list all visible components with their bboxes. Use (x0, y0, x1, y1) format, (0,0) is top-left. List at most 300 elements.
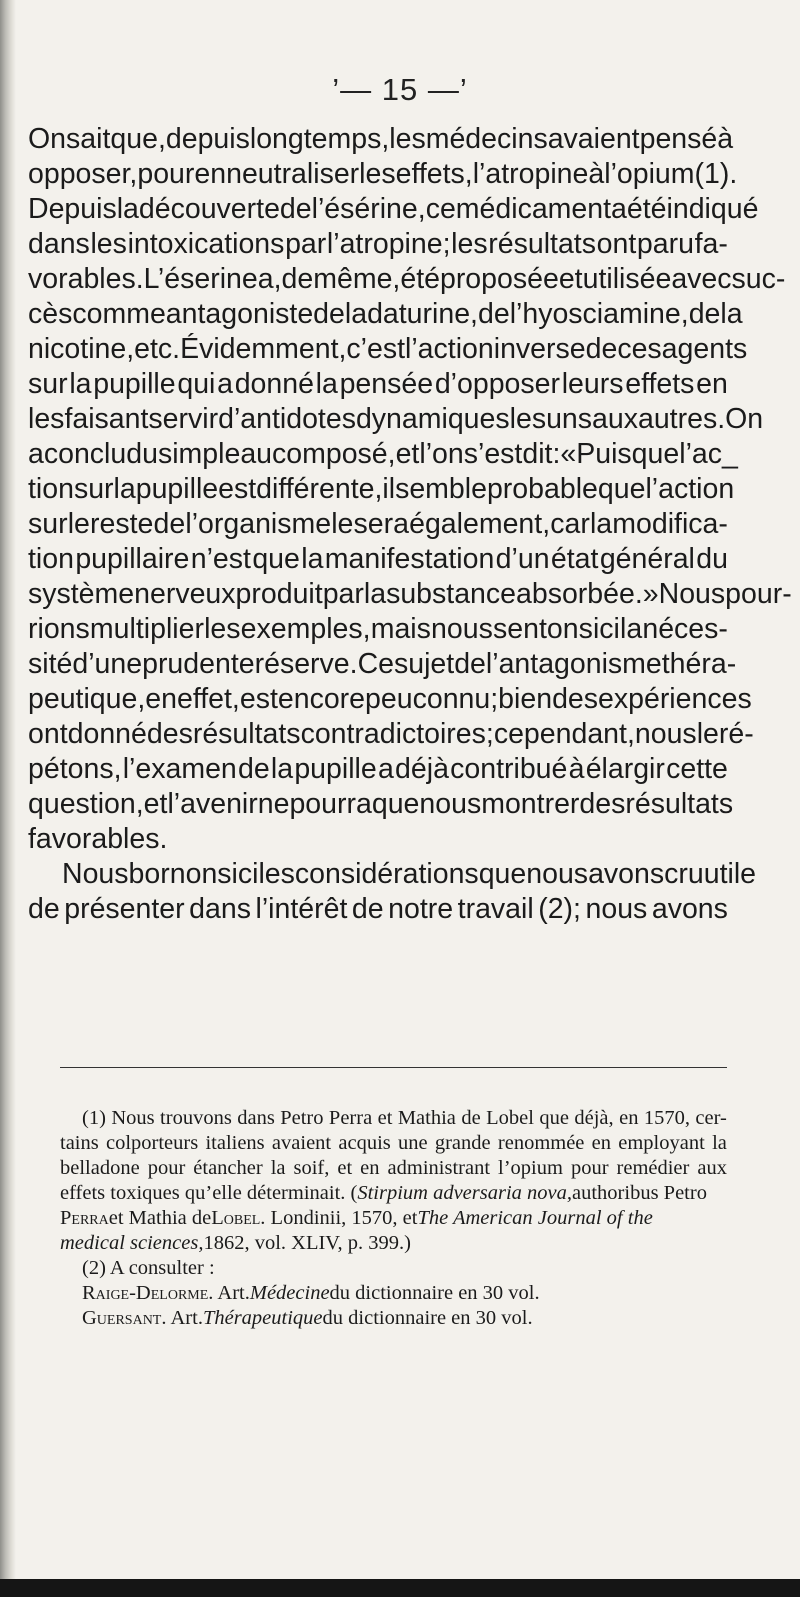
word: montrer (481, 788, 580, 820)
footnote-line (60, 1281, 727, 1306)
word: notre (388, 893, 454, 925)
word: cer- (695, 1107, 727, 1129)
word: contradictoires; (300, 718, 494, 750)
word: et (143, 788, 168, 820)
word: bien (498, 683, 553, 715)
word: des (552, 683, 599, 715)
word: effets, (395, 158, 473, 190)
word: autres. (637, 403, 726, 435)
word: aux (697, 1157, 727, 1179)
footnote-title: The American Journal of the (417, 1207, 653, 1229)
word: uns (546, 403, 593, 435)
word: mais (370, 613, 431, 645)
word: nous (526, 858, 589, 890)
word: « (560, 438, 577, 470)
text-line (28, 402, 764, 437)
word: réserve. (254, 648, 358, 680)
word: prudente (142, 648, 255, 680)
word: été (626, 193, 667, 225)
word: Nous (111, 1107, 155, 1129)
word: l’antagonisme (485, 648, 662, 680)
word: ne (257, 788, 290, 820)
word: la (69, 368, 92, 400)
word: nous (634, 718, 697, 750)
word: Puisque (576, 438, 680, 470)
word: donné (67, 718, 147, 750)
word: médicament (455, 193, 612, 225)
word: paru (636, 228, 694, 260)
footnote-line (60, 1231, 727, 1256)
word: les (258, 858, 295, 890)
word: médecins (425, 123, 548, 155)
word: agents (661, 333, 748, 365)
word: il (382, 473, 396, 505)
word: et (377, 1107, 393, 1129)
word: ré- (718, 718, 754, 750)
word: suc- (731, 263, 786, 295)
word: comme (72, 298, 166, 330)
word: tains (60, 1132, 99, 1154)
word: l’organisme (185, 508, 332, 540)
word: les (90, 228, 127, 260)
word: état (550, 543, 599, 575)
word: la (270, 1157, 286, 1179)
text-line (28, 437, 738, 472)
word: qui (177, 368, 216, 400)
text-line (28, 822, 728, 857)
word: Depuis (28, 193, 117, 225)
word: étancher (193, 1157, 263, 1179)
word: déjà, (574, 1107, 614, 1129)
word: une (398, 1132, 428, 1154)
text-line (28, 122, 734, 157)
word: remédier (616, 1157, 690, 1179)
word: peu (365, 683, 413, 715)
word: travail (457, 893, 534, 925)
word: ont (596, 228, 637, 260)
word: dynamiques (355, 403, 510, 435)
footnotes (60, 1106, 727, 1331)
word: la (344, 298, 368, 330)
word: pensé (639, 123, 718, 155)
word: théra- (661, 648, 737, 680)
word: pupille (93, 368, 176, 400)
word: de (279, 193, 312, 225)
word: à (717, 123, 734, 155)
word: par (322, 578, 364, 610)
word: ont (28, 718, 68, 750)
text-line (28, 262, 786, 297)
word: la (301, 543, 324, 575)
word: encore (277, 683, 366, 715)
word: d’opposer (434, 368, 560, 400)
footnote-line (60, 1306, 727, 1331)
word: utilisée (582, 263, 672, 295)
word: pour- (725, 578, 792, 610)
footnote-title: Stirpium adversaria nova, (357, 1182, 573, 1204)
word: l’atropine; (326, 228, 451, 260)
word: résultats (488, 228, 596, 260)
footnote-title: Thérapeutique (202, 1307, 323, 1329)
word: de (688, 298, 721, 330)
word: tion (28, 473, 74, 505)
word: expériences (598, 683, 752, 715)
footnote-text: effets toxiques qu’elle déterminait. ( (60, 1182, 358, 1204)
word: On (725, 403, 764, 435)
word: cette (666, 753, 728, 785)
word: n’est (190, 543, 251, 575)
word: modifica- (612, 508, 728, 540)
word: avons (651, 893, 728, 925)
word: que (539, 1107, 569, 1129)
word: la (315, 368, 338, 400)
word: les (451, 228, 488, 260)
word: des (146, 718, 193, 750)
word: effets (625, 368, 695, 400)
text-line (28, 752, 728, 787)
word: et (558, 263, 583, 295)
word: cru (664, 858, 704, 890)
author-name: Guersant (82, 1307, 162, 1329)
word: question, (28, 788, 144, 820)
word: la (720, 298, 743, 330)
word: antagoniste (165, 298, 314, 330)
word: l’ac_ (679, 438, 738, 470)
text-line (28, 227, 728, 262)
word: grande (434, 1132, 491, 1154)
footnote-line (60, 1131, 727, 1156)
text-line (28, 332, 748, 367)
word: sité (28, 648, 73, 680)
word: Petro (280, 1107, 324, 1129)
word: a (217, 368, 233, 400)
word: que (597, 473, 646, 505)
word: l’action (405, 333, 494, 365)
word: que (252, 543, 300, 575)
word: a (377, 753, 394, 785)
word: dans (237, 1107, 275, 1129)
text-line (28, 612, 728, 647)
word: pensée (339, 368, 434, 400)
footnote-line (60, 1256, 727, 1281)
word: acquis (338, 1132, 391, 1154)
page-edge-shadow (0, 0, 16, 1597)
word: vorables. (28, 263, 144, 295)
word: ici (231, 858, 259, 890)
word: dit: (522, 438, 561, 470)
footnote-text: . Londinii, 1570, et (260, 1207, 418, 1229)
word: colporteurs (105, 1132, 199, 1154)
word: (1) (82, 1107, 106, 1129)
word: inverse (493, 333, 586, 365)
footnote-divider (60, 1067, 727, 1068)
text-line (28, 157, 738, 192)
word: au (240, 438, 273, 470)
word: sait (66, 123, 111, 155)
word: de (153, 508, 186, 540)
word: Mathia (397, 1107, 456, 1129)
word: pupille (294, 753, 377, 785)
word: dans (189, 893, 251, 925)
word: renommée (497, 1132, 585, 1154)
word: en (619, 1107, 639, 1129)
word: reste (90, 508, 154, 540)
word: produit (235, 578, 323, 610)
word: Évidemment, (180, 333, 347, 365)
footnote-text: (2) A consulter : (82, 1257, 215, 1279)
word: les (389, 123, 426, 155)
footnote-text: 1862, vol. XLIV, p. 399.) (203, 1232, 411, 1254)
word: par (285, 228, 327, 260)
word: présenter (64, 893, 185, 925)
word: pourra (289, 788, 372, 820)
word: simple (157, 438, 241, 470)
word: Nous (62, 858, 129, 890)
word: résultats (625, 788, 734, 820)
word: ces (617, 333, 662, 365)
word: néces- (642, 613, 728, 645)
page-bottom-edge (0, 1579, 800, 1597)
word: c’est (346, 333, 406, 365)
word: Ce (357, 648, 394, 680)
word: d’un (495, 543, 550, 575)
word: avaient (271, 1132, 332, 1154)
word: absorbée.» (516, 578, 659, 610)
word: depuis (165, 123, 250, 155)
word: différente, (256, 473, 383, 505)
word: intoxications (127, 228, 285, 260)
word: trouvons (160, 1107, 232, 1129)
text-line (28, 577, 792, 612)
word: 1570, (643, 1107, 690, 1129)
word: (1). (694, 158, 738, 190)
word: de (28, 893, 60, 925)
word: fa- (694, 228, 728, 260)
author-name: Lobel (211, 1207, 261, 1229)
footnote-text: . Art. (161, 1307, 203, 1329)
word: cependant, (493, 718, 635, 750)
word: indiqué (666, 193, 759, 225)
word: d’une (72, 648, 143, 680)
word: l’action (645, 473, 735, 505)
text-line (28, 892, 728, 927)
word: favorables. (28, 823, 168, 855)
word: le (331, 508, 354, 540)
text-line (28, 297, 743, 332)
word: multiplier (89, 613, 204, 645)
word: etc. (134, 333, 181, 365)
word: ce (425, 193, 456, 225)
footnote-line (60, 1106, 727, 1131)
word: des (579, 788, 626, 820)
word: de (313, 298, 345, 330)
word: même, (313, 263, 401, 295)
word: proposée (439, 263, 559, 295)
word: les (509, 403, 547, 435)
word: longtemps, (249, 123, 390, 155)
word: L’éserine (143, 263, 258, 295)
word: élargir (585, 753, 665, 785)
word: déjà (395, 753, 449, 785)
word: Perra (328, 1107, 373, 1129)
word: employant (618, 1132, 705, 1154)
author-name: Perra (60, 1207, 109, 1229)
text-line (28, 507, 728, 542)
word: l’examen (122, 753, 237, 785)
text-line (28, 367, 728, 402)
word: dans (28, 228, 90, 260)
word: exemples, (240, 613, 371, 645)
word: pupillaire (75, 543, 190, 575)
word: opposer, (28, 158, 138, 190)
word: (2); (538, 893, 581, 925)
word: général (599, 543, 695, 575)
word: semble (395, 473, 487, 505)
word: l’hyosciamine, (509, 298, 689, 330)
word: que, (110, 123, 166, 155)
word: nous (419, 788, 482, 820)
word: système (28, 578, 135, 610)
text-line (28, 542, 728, 577)
word: à (588, 158, 605, 190)
word: pour (137, 158, 195, 190)
word: composé, (272, 438, 396, 470)
word: pour (147, 1157, 186, 1179)
word: pour (570, 1157, 609, 1179)
word: bornons (128, 858, 232, 890)
word: nicotine, (28, 333, 135, 365)
word: a (611, 193, 627, 225)
word: sujet (394, 648, 455, 680)
footnote-title: Médecine (249, 1282, 330, 1304)
word: de (454, 648, 486, 680)
word: en (194, 158, 227, 190)
word: l’on (419, 438, 464, 470)
text-line (28, 472, 735, 507)
word: l’opium (604, 158, 695, 190)
word: est (218, 473, 257, 505)
word: que (478, 858, 527, 890)
word: en (145, 683, 177, 715)
word: de (585, 333, 618, 365)
word: résultats (192, 718, 301, 750)
word: les (28, 403, 65, 435)
word: pétons, (28, 753, 122, 785)
text-line (28, 857, 757, 892)
footnote-title: medical sciences, (60, 1232, 204, 1254)
word: leurs (561, 368, 624, 400)
footnote-line (60, 1206, 727, 1231)
word: avaient (547, 123, 640, 155)
word: administrant (387, 1157, 491, 1179)
word: ici (592, 613, 620, 645)
word: la (620, 613, 643, 645)
word: pupille (135, 473, 219, 505)
word: l’avenir (167, 788, 258, 820)
author-name: Raige-Delorme (82, 1282, 209, 1304)
footnote-text: du dictionnaire en 30 vol. (322, 1307, 533, 1329)
word: belladone (60, 1157, 140, 1179)
word: nous (431, 613, 493, 645)
word: de (351, 893, 384, 925)
word: probable (486, 473, 598, 505)
word: manifestation (324, 543, 495, 575)
word: car (550, 508, 590, 540)
word: la (116, 193, 139, 225)
word: a (28, 438, 44, 470)
word: que (371, 788, 420, 820)
word: du (126, 438, 158, 470)
word: est (239, 683, 278, 715)
word: italiens (205, 1132, 265, 1154)
footnote-text: . Art. (208, 1282, 250, 1304)
word: donné (234, 368, 314, 400)
footnote-text: et Mathia de (108, 1207, 212, 1229)
word: a, (257, 263, 282, 295)
word: avons (588, 858, 665, 890)
word: la (589, 508, 613, 540)
page-number: ’— 15 —’ (332, 72, 468, 107)
word: soif, (293, 1157, 330, 1179)
text-line (28, 787, 734, 822)
word: et (337, 1157, 353, 1179)
word: en (360, 1157, 380, 1179)
word: la (363, 578, 387, 610)
word: en (591, 1132, 612, 1154)
word: du (696, 543, 728, 575)
word: peutique, (28, 683, 146, 715)
word: aux (592, 403, 638, 435)
word: de (238, 753, 270, 785)
text-line (28, 647, 737, 682)
word: sur (28, 508, 68, 540)
word: la (270, 753, 294, 785)
text-line (28, 192, 759, 227)
word: connu; (412, 683, 499, 715)
word: conclu (43, 438, 127, 470)
word: tion (28, 543, 74, 575)
word: considérations (294, 858, 479, 890)
word: substance (386, 578, 516, 610)
word: sur (28, 368, 68, 400)
word: de (477, 298, 510, 330)
word: Nous (658, 578, 726, 610)
word: le (696, 718, 719, 750)
word: servir (148, 403, 219, 435)
word: nous (585, 893, 648, 925)
word: effet, (176, 683, 240, 715)
word: sera (353, 508, 409, 540)
word: sentons (493, 613, 593, 645)
word: les (204, 613, 241, 645)
word: l’ésérine, (311, 193, 426, 225)
footnote-text: authoribus Petro (572, 1182, 707, 1204)
word: l’opium (498, 1157, 563, 1179)
text-line (28, 717, 754, 752)
word: les (359, 158, 396, 190)
footnote-line (60, 1181, 727, 1206)
word: également, (409, 508, 551, 540)
word: été (400, 263, 440, 295)
word: rions (28, 613, 90, 645)
word: découverte (138, 193, 280, 225)
word: faisant (64, 403, 149, 435)
word: contribué (450, 753, 568, 785)
word: de (461, 1107, 481, 1129)
word: utile (703, 858, 757, 890)
footnote-line (60, 1156, 727, 1181)
word: d’antidotes (218, 403, 356, 435)
